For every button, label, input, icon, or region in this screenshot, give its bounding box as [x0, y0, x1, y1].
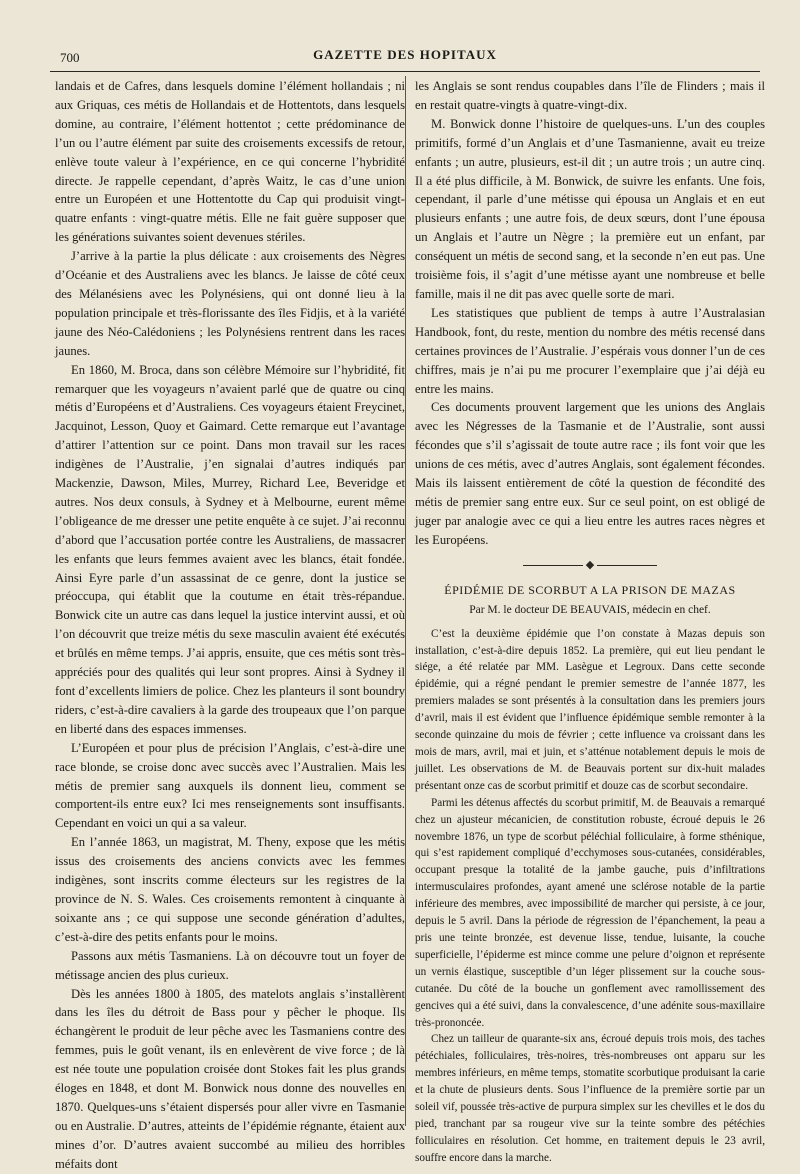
paragraph: landais et de Cafres, dans lesquels domine l’élément hollandais ; ni aux Griquas, ces métis de Hollandais et de Hottentots, dans lesquels domine, au contraire, l’élément hottentot ; cette prédominance de l’un ou l’autre élément par suite des croisements excessifs de retour, enlève toute valeur à l’expérience, en ce qui concerne l’hybridité directe. Je rappelle cependant, d’après Waitz, le cas d’une union entre un Européen et une Hottentotte du Cap qui produisit vingt-quatre enfants : vingt-quatre métis. Elle ne fait guère supposer que les générations suivantes soient devenues stériles.: [55, 79, 405, 245]
paragraph: C’est la deuxième épidémie que l’on constate à Mazas depuis son installation, c’est-à-dire depuis 1852. La première, qui eut lieu pendant le siége, a été relatée par MM. Lasègue et Legroux. Dans cette seconde épidémie, qui a régné pendant le premier semestre de l’année 1877, les premiers malades se sont présentés à la consultation dans les premiers jours d’avril, mais il est évident que l’influence épidémique semble remonter à la seconde quinzaine du mois de février ; cette influence va croissant dans les mois de mars, avril, mai et juin, et s’atténue notablement depuis le mois de juillet. Les observations de M. de Beauvais portent sur dix-huit malades présentant onze cas de scorbut primitif et douze cas de scorbut secondaire.: [415, 627, 765, 792]
article-title: ÉPIDÉMIE DE SCORBUT A LA PRISON DE MAZAS: [444, 582, 736, 597]
journal-title: GAZETTE DES HOPITAUX: [313, 47, 497, 62]
paragraph: Ces documents prouvent largement que les unions des Anglais avec les Négresses de la Tasmanie et de l’Australie, sont aussi fécondes que s’il s’agissait de toute autre race ; ils font voir que les unions de ces métis, avec d’autres Anglais, sont également fécondes. Mais ils laissent entièrement de côté la question de fécondité des métis de premier sang entre eux. Sur ce seul point, on est obligé de juger par analogie avec ce qui a lieu entre les autres races nègres et les Européens.: [415, 400, 765, 547]
paragraph: Dès les années 1800 à 1805, des matelots anglais s’installèrent dans les îles du détroit de Bass pour y pêcher le phoque. Ils échangèrent le produit de leur pêche avec les Tasmaniens contre des femmes, puis le goût venant, ils en enlevèrent de vive force ; de là est née toute une population croisée dont Stokes fait les plus grands éloges en 1848, et dont M. Bonwick nous donne des nouvelles en 1870. Quelques-uns s’étaient dispersés pour aller vivre en Tasmanie ou en Australie. D’autres, atteints de l’épidémie régnante, étaient aux mines d’or. D’autres avaient succombé au milieu des horribles méfaits dont: [55, 986, 405, 1171]
paragraph: Passons aux métis Tasmaniens. Là on découvre tout un foyer de métissage ancien des plus curieux.: [55, 948, 405, 982]
section-separator: ◆: [415, 558, 765, 571]
page-number: 700: [60, 50, 80, 65]
right-column: [415, 77, 765, 1164]
paragraph: Les statistiques que publient de temps à autre l’Australasian Handbook, font, du reste, mention du nombre des métis recensé dans certaines provinces de l’Australie. J’espérais vous donner l’un de ces chiffres, mais je n’ai pu me procurer l’exemplaire que j’ai déjà eu entre les mains.: [415, 305, 765, 396]
column-divider: [405, 76, 406, 1126]
paragraph: M. Bonwick donne l’histoire de quelques-uns. L’un des couples primitifs, formé d’un Anglais et d’une Tasmanienne, avait eu treize enfants ; un autre, plusieurs, est-il dit ; un autre trois ; un autre cinq. Il a été plus difficile, à M. Bonwick, de suivre les enfants. Une fois, cependant, il parle d’une métisse qui épousa un Anglais et en eut plusieurs enfants ; une autre fois, de deux sœurs, dont l’une épousa un Anglais et l’autre un Nègre ; la première eut un enfant, par conséquent un métis de second sang, et la seconde n’en eut pas. Une troisième fois, il s’agit d’une métisse ayant une nombreuse et belle famille, mais il ne dit pas avec quelle sorte de mari.: [415, 116, 765, 301]
paragraph: Chez un tailleur de quarante-six ans, écroué depuis trois mois, des taches pétéchiales, folliculaires, très-noires, très-nombreuses ont apparu sur les membres inférieurs, en même temps, stomatite scorbutique produisant la carie et la chute de plusieurs dents. Sous l’influence de la première sortie par un soleil vif, poussée très-active de purpura simplex sur les chevilles et le dos du pied, tranchant par sa rougeur vive sur la teinte sombre des pétéchies folliculaires en résolution. Cet homme, en traitement depuis le 23 avril, souffre encore dans la marche.: [415, 1033, 765, 1164]
paragraph: En 1860, M. Broca, dans son célèbre Mémoire sur l’hybridité, fit remarquer que les voyageurs n’avaient parlé que de quatre ou cinq métis d’Européens et d’Australiens. Ces voyageurs étaient Freycinet, Jacquinot, Lesson, Quoy et Gaimard. Cette remarque eut l’avantage d’attirer l’attention sur ce point. Dans mon travail sur les races indigènes de l’Australie, j’en signalai d’autres indiqués par Mackenzie, Dawson, Miles, Murrey, Richard Lee, Beveridge et autres. Nos deux consuls, à Sydney et à Melbourne, eurent même l’obligeance de me dresser une petite enquête à ce sujet. J’ai reconnu d’abord que l’accusation portée contre les Australiens, de massacrer les enfants que leurs femmes avaient avec les blancs, était fondée. Ainsi Eyre parle d’un assassinat de ce genre, dont la justice se préoccupa, qui établit que la coutume en était très-répandue. Bonwick cite un autre cas dans lequel la justice intervint aussi, et où l’on découvrit que treize métis du sexe masculin avaient été exécutés et brûlés en même temps. J’ai appris, ensuite, que ces métis sont très-appréciés pour des qualités qui leur sont propres. Ainsi à Sydney il font d’excellents limiers de police. Chez les planteurs il sont boundry riders, c’est-à-dire cavaliers à la garde des troupeaux que l’on parque en liberté dans des espaces immenses.: [55, 362, 405, 736]
article-byline: Par M. le docteur DE BEAUVAIS, médecin en chef.: [469, 603, 711, 616]
paragraph: Parmi les détenus affectés du scorbut primitif, M. de Beauvais a remarqué chez un ajusteur mécanicien, de constitution robuste, écroué depuis le 26 novembre 1876, un type de scorbut péléchial folliculaire, à forme sthénique, qui s’est rapidement compliqué d’ecchymoses sous-cutanées, considérables, occupant presque la totalité de la jambe gauche, puis d’infiltrations intermusculaires profondes, ayant amené une sclérose notable de la partie inférieure des membres, avec impossibilité de marcher qui persiste, à ce jour, depuis le 5 avril. Dans la période de régression de l’épanchement, la peau a pris une teinte bronzée, est devenue lisse, tendue, luisante, la couche superficielle, l’épiderme est mince comme une pelure d’oignon et représente un vernis élastique, susceptible d’un léger plissement sur la couche sous-cutanée. Du côté de la bouche un gonflement avec ramollissement des gencives qui a été suivi, dans la convalescence, d’une adénite sous-maxillaire très-prononcée.: [415, 796, 765, 1029]
left-column: [55, 77, 405, 1171]
paragraph: En l’année 1863, un magistrat, M. Theny, expose que les métis issus des croisements des anciens convicts avec les femmes indigènes, sont inscrits comme électeurs sur les registres de la province de N. S. Wales. Ces croisements remontent à cinquante à soixante ans ; ce qui suppose une seconde génération d’adultes, c’est-à-dire des petits enfants pour le moins.: [55, 835, 405, 944]
header-rule: [50, 71, 760, 72]
paragraph: J’arrive à la partie la plus délicate : aux croisements des Nègres d’Océanie et des Australiens avec les blancs. Je laisse de côté ceux des Mélanésiens avec les Polynésiens, qui ont donné lieu à la population principale et très-florissante des îles Fidjis, et à la variété jaune des Néo-Calédoniens ; les Polynésiens rentrent dans les races jaunes.: [55, 249, 405, 358]
paragraph: L’Européen et pour plus de précision l’Anglais, c’est-à-dire une race blonde, se croise donc avec succès avec l’Australien. Mais les métis de premier sang auxquels ils donnent lieu, comment se comportent-ils entre eux? Ici mes renseignements sont insuffisants. Cependant en voici un qui a sa valeur.: [55, 740, 405, 831]
paragraph: les Anglais se sont rendus coupables dans l’île de Flinders ; mais il en restait quatre-vingts à quatre-vingt-dix.: [415, 79, 765, 112]
page-header: [50, 44, 760, 70]
